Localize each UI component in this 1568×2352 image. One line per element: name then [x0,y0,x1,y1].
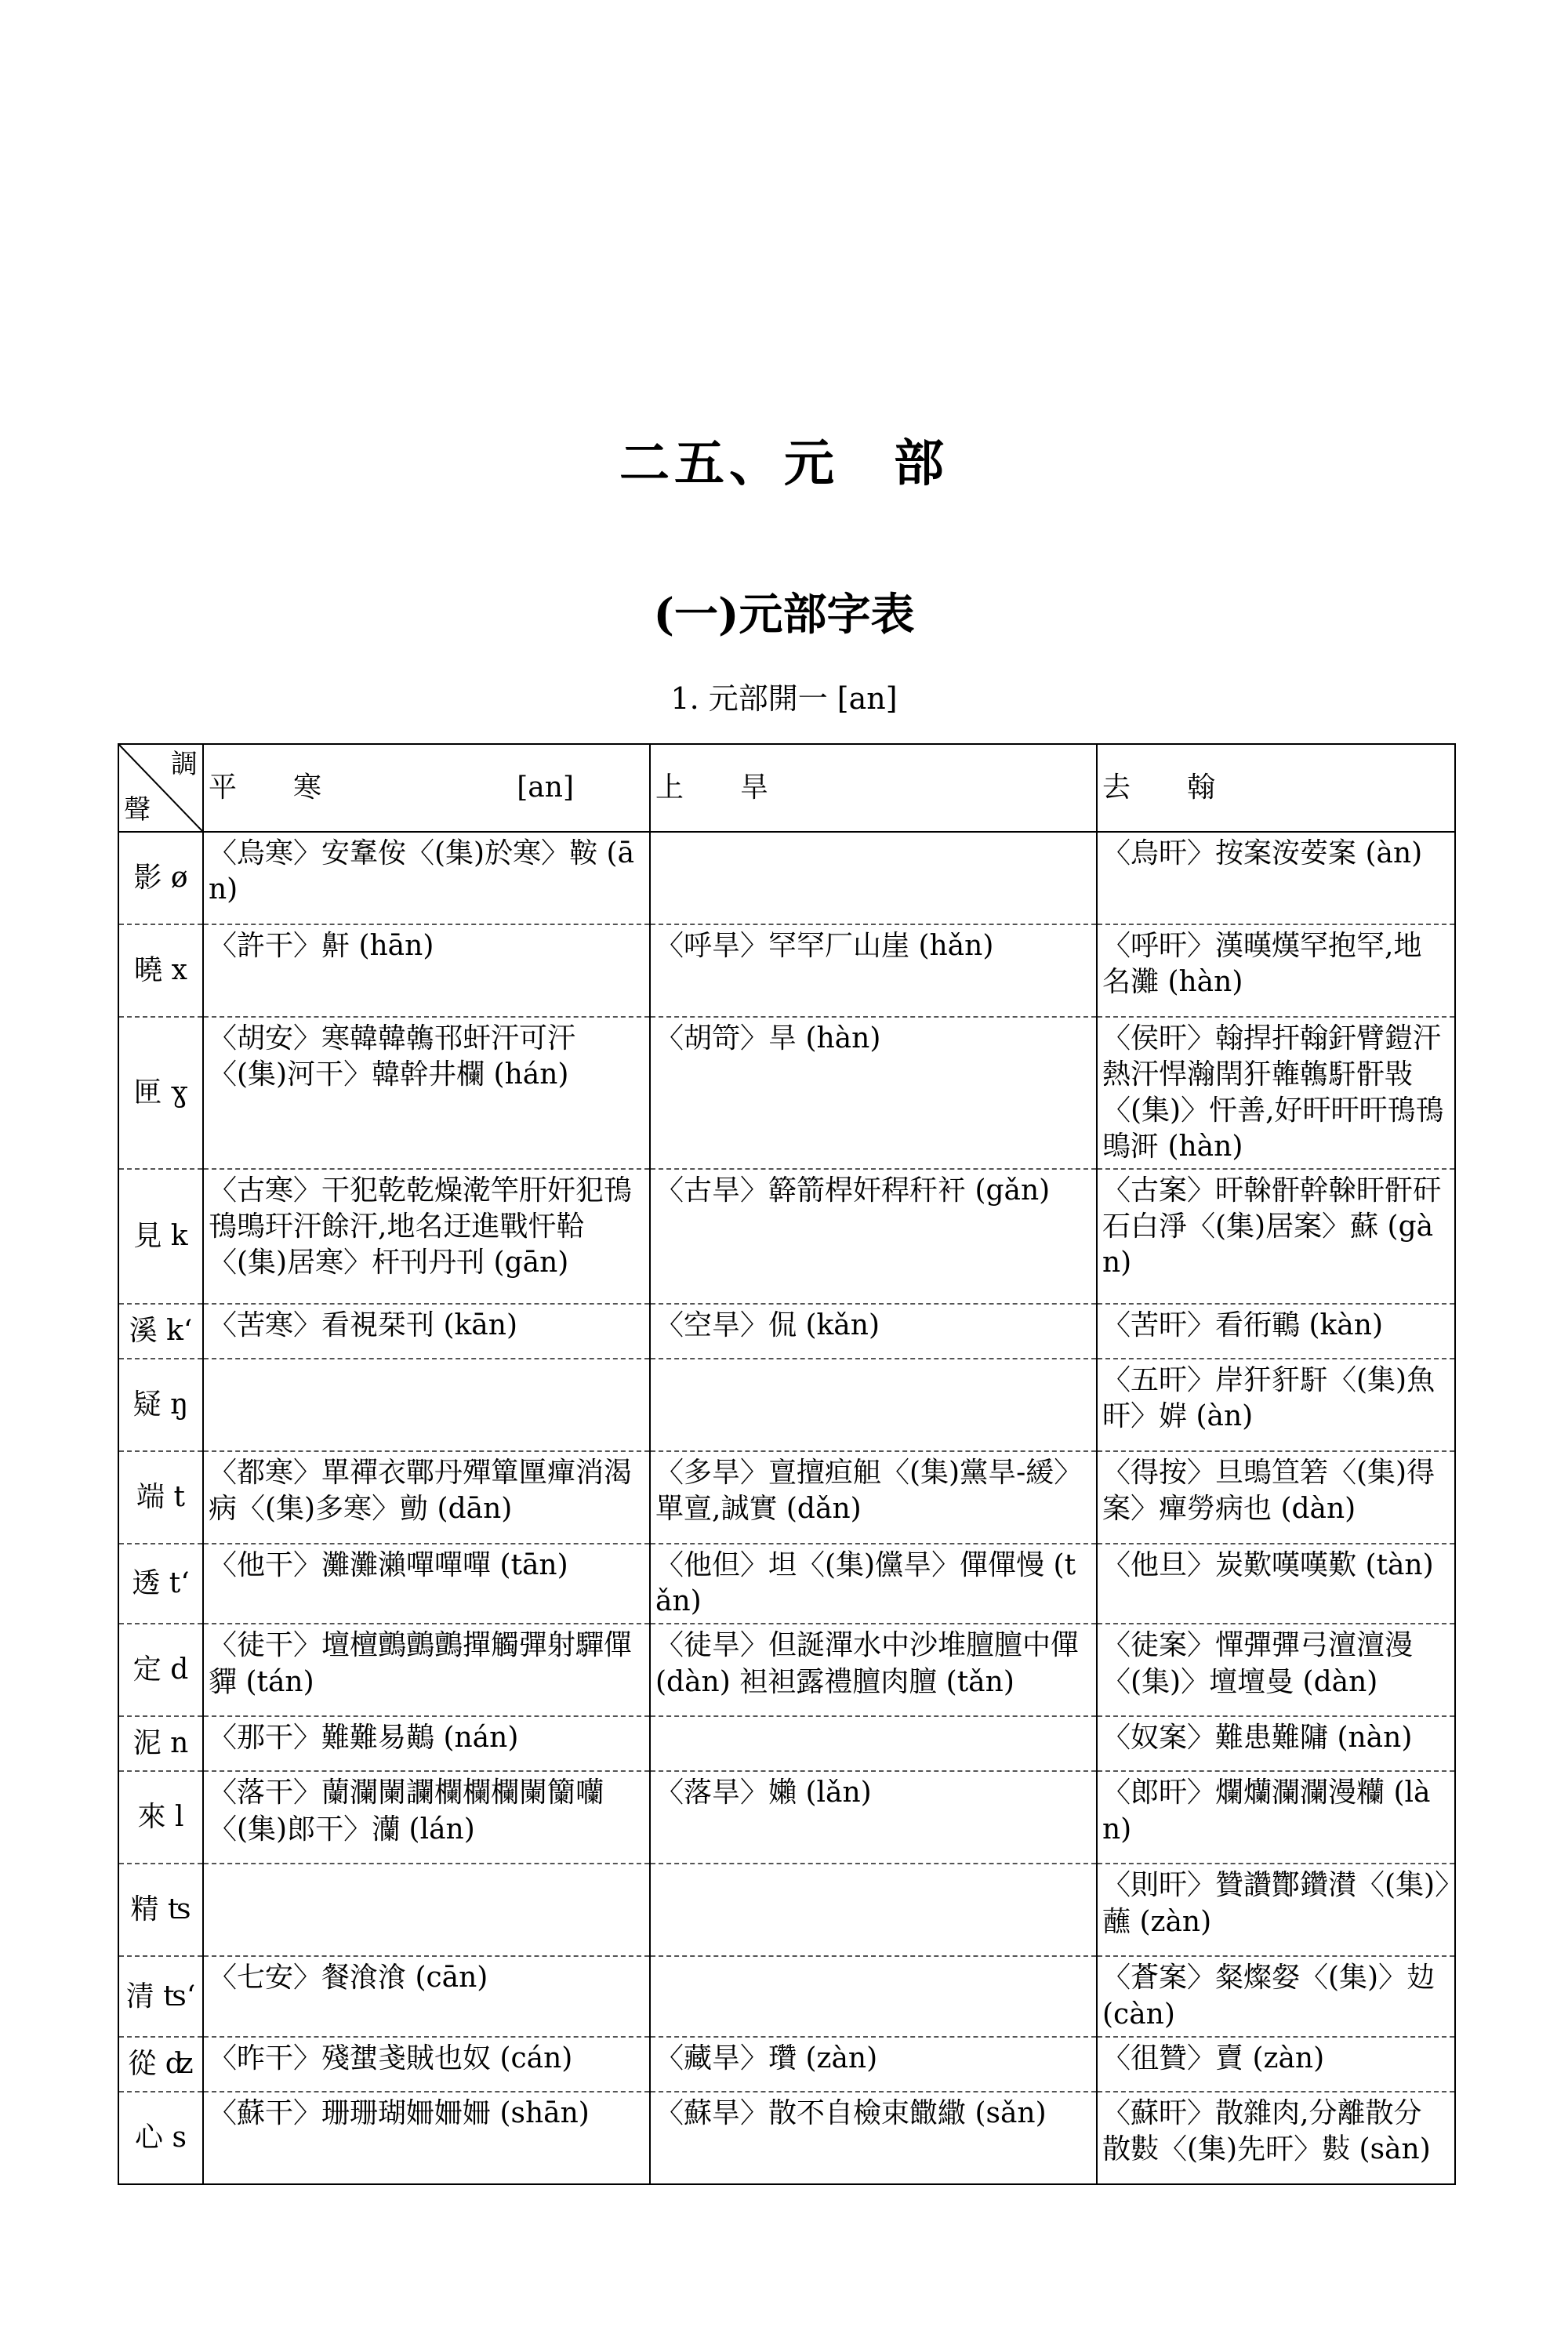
ping-cell: 〈許干〉鼾 (hān) [203,924,650,1017]
ping-cell [203,1864,650,1956]
table-row [118,2037,1455,2092]
initial-cell: 精 ʦ [118,1864,203,1956]
qu-cell: 〈呼旰〉漢暵熯罕抱罕,地名灘 (hàn) [1097,924,1455,1017]
ping-cell: 〈昨干〉殘䗝戔賊也奴 (cán) [203,2037,650,2092]
shang-cell: 〈空旱〉侃 (kǎn) [650,1304,1097,1359]
qu-cell: 〈他旦〉炭歎嘆嘆歎 (tàn) [1097,1544,1455,1624]
initial-cell: 定 d [118,1624,203,1716]
header-shang: 上 旱 [650,744,1097,832]
subsection-title: 1. 元部開一 [an] [670,681,898,716]
ping-cell: 〈胡安〉寒韓韓鶾邗虷汗可汗〈(集)河干〉韓幹井欄 (hán) [203,1017,650,1169]
ping-cell: 〈那干〉難難易鷬 (nán) [203,1716,650,1771]
qu-cell: 〈五旰〉岸犴豻馯〈(集)魚旰〉婩 (àn) [1097,1359,1455,1451]
qu-cell: 〈古案〉旰榦骭幹榦盰骭矸石白淨〈(集)居案〉蘇 (gàn) [1097,1169,1455,1304]
table-row [118,924,1455,1017]
tone-label: 調 [171,749,198,780]
qu-cell: 〈得按〉旦鴠笪箬〈(集)得案〉癉勞病也 (dàn) [1097,1451,1455,1544]
ping-cell: 〈烏寒〉安鞌侒〈(集)於寒〉鞍 (ān) [203,832,650,924]
initial-cell: 疑 ŋ [118,1359,203,1451]
rhyme-table [118,743,1456,2185]
ping-cell [203,1359,650,1451]
table-row [118,2092,1455,2184]
qu-cell: 〈蘇旰〉散雜肉,分離散分散𢿘〈(集)先旰〉𢿘 (sàn) [1097,2092,1455,2184]
initial-cell: 來 l [118,1771,203,1864]
ping-cell: 〈蘇干〉珊珊瑚姍姍姍 (shān) [203,2092,650,2184]
initial-cell: 心 s [118,2092,203,2184]
shang-cell: 〈古旱〉簳箭桿奸稈秆衦 (gǎn) [650,1169,1097,1304]
header-qu: 去 翰 [1097,744,1455,832]
header-ping [203,744,650,832]
shang-cell: 〈藏旱〉瓚 (zàn) [650,2037,1097,2092]
initial-cell: 從 ʣ [118,2037,203,2092]
table-row [118,832,1455,924]
qu-cell: 〈郎旰〉爛爤瀾瀾漫糷 (làn) [1097,1771,1455,1864]
table-row [118,1451,1455,1544]
table-row [118,1169,1455,1304]
initial-cell: 端 t [118,1451,203,1544]
ping-cell: 〈他干〉灘灘瀨嘽嘽嘽 (tān) [203,1544,650,1624]
table-row [118,1716,1455,1771]
qu-cell: 〈苦旰〉看衎鶤 (kàn) [1097,1304,1455,1359]
page-title: 二五、元 部 [619,434,949,493]
qu-cell: 〈則旰〉贊讚酇鑽濽〈(集)〉蘸 (zàn) [1097,1864,1455,1956]
shang-cell: 〈蘇旱〉散不自檢束饊繖 (sǎn) [650,2092,1097,2184]
ping-cell: 〈都寒〉單禪衣鄲丹殫簞匰癉消渴病〈(集)多寒〉勯 (dān) [203,1451,650,1544]
table-row [118,1017,1455,1169]
qu-cell: 〈蒼案〉粲燦㛑〈(集)〉攰 (càn) [1097,1956,1455,2036]
ping-cell: 〈七安〉餐湌湌 (cān) [203,1956,650,2036]
shang-cell [650,1956,1097,2036]
ping-cell: 〈落干〉蘭瀾闌讕欄欄欄闌籣囒〈(集)郎干〉灡 (lán) [203,1771,650,1864]
initial-label: 聲 [124,794,151,826]
qu-cell: 〈侯旰〉翰捍扞翰釬臂鎧汗熱汗悍瀚閈犴雗鶾馯骭㪋〈(集)〉忓善,好旰旰旰鳱鳱鴠涆 (hàn) [1097,1017,1455,1169]
ping-cell: 〈古寒〉干犯乾乾燥漧竿肝奸犯鳱鳱鴠玕汗餘汗,地名迂進戰忓鞈〈(集)居寒〉杆刊丹刊 (gān) [203,1169,650,1304]
ping-cell: 〈苦寒〉看視栞刊 (kān) [203,1304,650,1359]
initial-cell: 透 t‘ [118,1544,203,1624]
ping-cell: 〈徒干〉壇檀鸇鸇鸇撣觸彈射驒僤貚 (tán) [203,1624,650,1716]
qu-cell: 〈徂贊〉𧶠 (zàn) [1097,2037,1455,2092]
shang-cell [650,832,1097,924]
corner-header [118,744,203,832]
table-row [118,1544,1455,1624]
shang-cell [650,1716,1097,1771]
shang-cell [650,1864,1097,1956]
initial-cell: 泥 n [118,1716,203,1771]
shang-cell: 〈多旱〉亶擅疸觛〈(集)黨旱-緩〉單亶,誠實 (dǎn) [650,1451,1097,1544]
initial-cell: 匣 ɣ [118,1017,203,1169]
table-row [118,1864,1455,1956]
shang-cell [650,1359,1097,1451]
table-row [118,1771,1455,1864]
qu-cell: 〈徒案〉憚彈彈弓澶澶漫〈(集)〉壇壇曼 (dàn) [1097,1624,1455,1716]
qu-cell: 〈奴案〉難患難䧡 (nàn) [1097,1716,1455,1771]
shang-cell: 〈呼旱〉罕罕厂山崖 (hǎn) [650,924,1097,1017]
section-title: (一)元部字表 [653,589,915,641]
shang-cell: 〈徒旱〉但誕潬水中沙堆膻膻中僤 (dàn) 袒袒露禮膻肉膻 (tǎn) [650,1624,1097,1716]
table-row [118,1304,1455,1359]
table-row [118,1956,1455,2036]
initial-cell: 見 k [118,1169,203,1304]
qu-cell: 〈烏旰〉按案洝荌案 (àn) [1097,832,1455,924]
table-header-row [118,744,1455,832]
shang-cell: 〈胡笴〉旱 (hàn) [650,1017,1097,1169]
table-row [118,1624,1455,1716]
shang-cell: 〈落旱〉嬾 (lǎn) [650,1771,1097,1864]
initial-cell: 影 ø [118,832,203,924]
header-ping-rhyme: [an] [517,771,574,804]
initial-cell: 清 ʦ‘ [118,1956,203,2036]
header-ping-label: 平 寒 [209,771,322,804]
shang-cell: 〈他但〉坦〈(集)儻旱〉僤僤慢 (tǎn) [650,1544,1097,1624]
initial-cell: 曉 x [118,924,203,1017]
initial-cell: 溪 k‘ [118,1304,203,1359]
table-row [118,1359,1455,1451]
